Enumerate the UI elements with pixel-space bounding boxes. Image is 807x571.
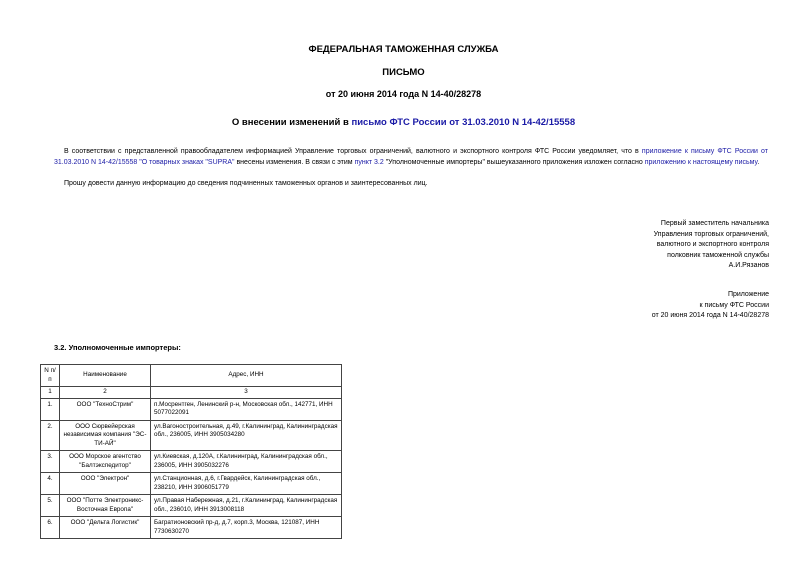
- subject-prefix: О внесении изменений в: [231, 117, 352, 128]
- row-number: 1.: [41, 398, 60, 420]
- p1-text-c: "Уполномоченные импортеры" вышеуказанного приложения изложен согласно: [383, 159, 645, 166]
- link-appendix-letter[interactable]: приложение к письму ФТС России от 31.03.2010 N 14-42/15558 "О товарных знаках "SUPRA": [54, 148, 768, 166]
- row-name: ООО "Дельта Логистик": [60, 517, 151, 539]
- colnum-1: 1: [41, 387, 60, 399]
- row-number: 6.: [41, 517, 60, 539]
- signature-line-4: полковник таможенной службы: [667, 251, 769, 259]
- row-name: ООО "ТехноСтрим": [60, 398, 151, 420]
- header-name: Наименование: [60, 365, 151, 387]
- table-row: [41, 451, 342, 473]
- doc-subject: [0, 117, 807, 128]
- table-row: [41, 495, 342, 517]
- appendix-line-3: от 20 июня 2014 года N 14-40/28278: [651, 312, 769, 319]
- row-address: ул.Правая Набережная, д.21, г.Калининград, Калининградская обл., 236010, ИНН 3913008118: [151, 495, 342, 517]
- table-row: [41, 473, 342, 495]
- link-item-3-2[interactable]: пункт 3.2: [354, 159, 384, 166]
- table-row: [41, 420, 342, 451]
- table-column-numbers: [41, 387, 342, 399]
- link-appendix-current[interactable]: приложению к настоящему письму: [644, 159, 758, 166]
- row-name: ООО Сюрвейерская независимая компания "ЭС-ТИ-АЙ": [60, 420, 151, 451]
- row-number: 3.: [41, 451, 60, 473]
- header-number: N п/п: [41, 365, 60, 387]
- colnum-2: 2: [60, 387, 151, 399]
- signature-block: [654, 219, 769, 272]
- row-number: 2.: [41, 420, 60, 451]
- body-paragraph-1: [54, 146, 768, 168]
- p1-text-d: .: [757, 159, 760, 166]
- doc-type: ПИСЬМО: [382, 67, 425, 78]
- row-address: ул.Станционная, д.6, г.Гвардейск, Калининградская обл., 238210, ИНН 3906051779: [151, 473, 342, 495]
- appendix-line-1: Приложение: [727, 291, 769, 298]
- row-address: Багратионовский пр-д, д.7, корп.3, Москва, 121087, ИНН 7730630270: [151, 517, 342, 539]
- appendix-block: [652, 290, 769, 322]
- header-address: Адрес, ИНН: [151, 365, 342, 387]
- importers-table: [40, 364, 342, 539]
- table-row: [41, 517, 342, 539]
- section-title: 3.2. Уполномоченные импортеры:: [54, 343, 181, 352]
- p1-text-b: внесены изменения. В связи с этим: [234, 159, 355, 166]
- row-name: ООО Морское агентство "Балтэкспедитор": [60, 451, 151, 473]
- row-address: ул.Вагоностроительная, д.49, г.Калининград, Калининградская обл., 236005, ИНН 3905034280: [151, 420, 342, 451]
- row-address: ул.Киевская, д.120А, г.Калининград, Калининградская обл., 236005, ИНН 3905032276: [151, 451, 342, 473]
- doc-date-number: от 20 июня 2014 года N 14-40/28278: [325, 89, 482, 99]
- colnum-3: 3: [151, 387, 342, 399]
- row-address: п.Мосрентген, Ленинский р-н, Московская обл., 142771, ИНН 5077022091: [151, 398, 342, 420]
- row-name: ООО "Электрон": [60, 473, 151, 495]
- signature-line-1: Первый заместитель начальника: [660, 220, 769, 227]
- row-number: 5.: [41, 495, 60, 517]
- p1-text-a: В соответствии с представленной правообладателем информацией Управление торговых ограничений, валютного и экспортного контроля ФТС России уведомляет, что в: [64, 148, 642, 155]
- body-paragraph-2: Прошу довести данную информацию до сведения подчиненных таможенных органов и заинтересованных лиц.: [64, 180, 428, 187]
- signature-line-3: валютного и экспортного контроля: [656, 241, 769, 248]
- signature-line-2: Управления торговых ограничений,: [653, 230, 769, 238]
- table-row: [41, 398, 342, 420]
- signature-name: А.И.Рязанов: [728, 262, 769, 269]
- table-header-row: [41, 365, 342, 387]
- subject-link[interactable]: письмо ФТС России от 31.03.2010 N 14-42/15558: [351, 117, 576, 128]
- row-name: ООО "Потте Электроникс-Восточная Европа": [60, 495, 151, 517]
- appendix-line-2: к письму ФТС России: [699, 301, 769, 309]
- agency-title: ФЕДЕРАЛЬНАЯ ТАМОЖЕННАЯ СЛУЖБА: [308, 44, 499, 55]
- row-number: 4.: [41, 473, 60, 495]
